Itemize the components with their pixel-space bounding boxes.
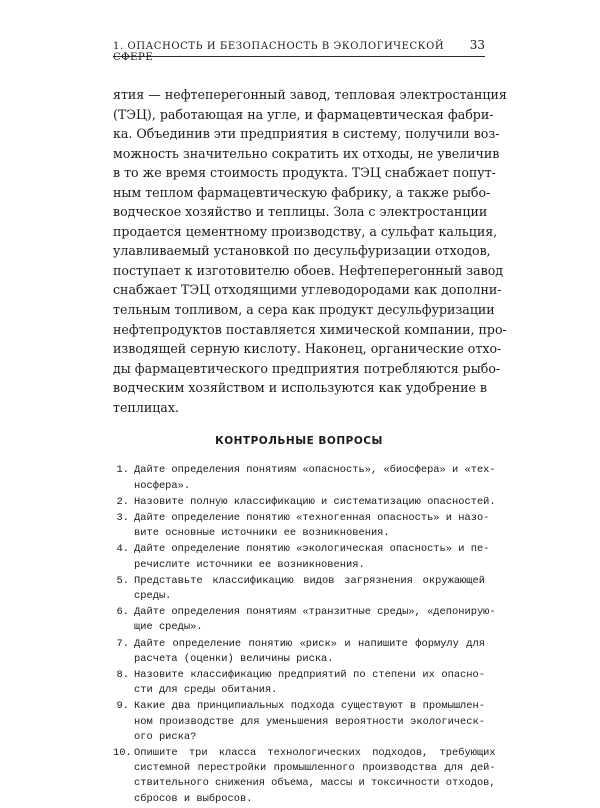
body-line: поступает к изготовителю обоев. Нефтеперегонный завод bbox=[113, 262, 504, 278]
question-line: Дайте определения понятиям «транзитные среды», «депонирую- bbox=[134, 606, 496, 619]
question-line: Опишите три класса технологических подходов, требующих bbox=[134, 746, 496, 759]
page-number: 33 bbox=[469, 38, 485, 52]
body-line: изводящей серную кислоту. Наконец, органические отхо- bbox=[113, 341, 502, 357]
question-item bbox=[113, 495, 496, 510]
question-line: Дайте определение понятию «риск» и напишите формулу для bbox=[134, 637, 485, 650]
question-item bbox=[113, 746, 496, 807]
body-line: тельным топливом, а сера как продукт десульфуризации bbox=[113, 302, 495, 318]
question-text bbox=[134, 542, 489, 572]
question-text bbox=[134, 463, 496, 493]
question-item bbox=[113, 542, 490, 572]
question-text bbox=[134, 746, 496, 807]
question-line: вите основные источники ее возникновения. bbox=[134, 527, 390, 540]
question-line: среды. bbox=[134, 589, 172, 602]
question-line: системной перестройки промышленного производства для дей- bbox=[134, 762, 496, 775]
running-title: 1. ОПАСНОСТЬ И БЕЗОПАСНОСТЬ В ЭКОЛОГИЧЕСКОЙ СФЕРЕ bbox=[113, 41, 445, 63]
body-paragraph bbox=[113, 85, 507, 417]
question-item bbox=[113, 637, 485, 667]
body-line: теплицах. bbox=[113, 399, 179, 415]
question-line: Представьте классификацию видов загрязнения окружающей bbox=[134, 574, 485, 587]
question-line: сти для среды обитания. bbox=[134, 684, 278, 697]
question-number: 7. bbox=[116, 637, 129, 650]
question-item bbox=[113, 511, 490, 541]
question-number: 9. bbox=[116, 700, 129, 713]
question-number: 2. bbox=[116, 495, 129, 508]
question-text bbox=[134, 637, 485, 667]
question-item bbox=[113, 668, 485, 698]
question-line: Дайте определение понятию «экологическая опасность» и пе- bbox=[134, 543, 490, 556]
question-text bbox=[134, 511, 489, 541]
body-line: снабжает ТЭЦ отходящими углеводородами как дополни- bbox=[113, 282, 502, 298]
question-item bbox=[113, 463, 496, 493]
question-number: 4. bbox=[116, 543, 129, 556]
question-line: ствительного снижения объема, массы и токсичности отходов, bbox=[134, 777, 496, 790]
question-line: сбросов и выбросов. bbox=[134, 792, 253, 805]
question-text bbox=[134, 574, 485, 604]
body-line: ным теплом фармацевтическую фабрику, а также рыбо- bbox=[113, 184, 491, 200]
question-item bbox=[113, 574, 485, 604]
body-line: (ТЭЦ), работающая на угле, и фармацевтическая фабри- bbox=[113, 106, 494, 122]
question-line: Дайте определение понятию «техногенная опасность» и назо- bbox=[134, 511, 490, 524]
body-line: ка. Объединив эти предприятия в систему, получили воз- bbox=[113, 126, 500, 142]
body-line: водческим хозяйством и используются как удобрение в bbox=[113, 380, 488, 396]
review-questions-list bbox=[113, 463, 496, 806]
question-line: речислите источники ее возникновения. bbox=[134, 558, 365, 571]
body-line: в то же время стоимость продукта. ТЭЦ снабжает попут- bbox=[113, 165, 496, 181]
body-line: продается цементному производству, а сульфат кальция, bbox=[113, 223, 498, 239]
body-line: водческое хозяйство и теплицы. Зола с электростанции bbox=[113, 204, 488, 220]
question-line: расчета (оценки) величины риска. bbox=[134, 652, 334, 665]
question-text bbox=[134, 699, 485, 745]
question-item bbox=[113, 699, 485, 745]
body-line: нефтепродуктов поставляется химической компании, про- bbox=[113, 321, 507, 337]
question-text bbox=[134, 605, 496, 635]
question-number: 6. bbox=[116, 606, 129, 619]
question-item bbox=[113, 605, 496, 635]
running-header bbox=[113, 38, 485, 63]
body-line: ятия — нефтеперегонный завод, тепловая электростанция bbox=[113, 87, 507, 102]
section-title: КОНТРОЛЬНЫЕ ВОПРОСЫ bbox=[215, 435, 383, 448]
question-text bbox=[134, 668, 485, 698]
question-line: Назовите классификацию предприятий по степени их опасно- bbox=[134, 668, 485, 681]
body-line: ды фармацевтического предприятия потребляются рыбо- bbox=[113, 360, 501, 376]
book-page bbox=[113, 38, 507, 808]
question-line: носфера». bbox=[134, 479, 191, 492]
question-number: 3. bbox=[116, 511, 129, 524]
question-number: 8. bbox=[116, 668, 129, 681]
body-line: улавливаемый установкой по десульфуризации отходов, bbox=[113, 243, 491, 259]
question-number: 10. bbox=[113, 746, 132, 759]
question-line: щие среды». bbox=[134, 621, 203, 634]
question-line: Дайте определения понятиям «опасность», «биосфера» и «тех- bbox=[134, 464, 496, 477]
question-line: ном производстве для уменьшения вероятности экологическ- bbox=[134, 715, 485, 728]
question-number: 1. bbox=[116, 464, 129, 477]
question-line: Какие два принципиальных подхода существуют в промышлен- bbox=[134, 700, 485, 713]
question-line: Назовите полную классификацию и систематизацию опасностей. bbox=[134, 495, 496, 508]
question-number: 5. bbox=[116, 574, 129, 587]
body-line: можность значительно сократить их отходы, не увеличив bbox=[113, 145, 500, 161]
question-text bbox=[134, 495, 496, 510]
question-line: ого риска? bbox=[134, 730, 197, 743]
